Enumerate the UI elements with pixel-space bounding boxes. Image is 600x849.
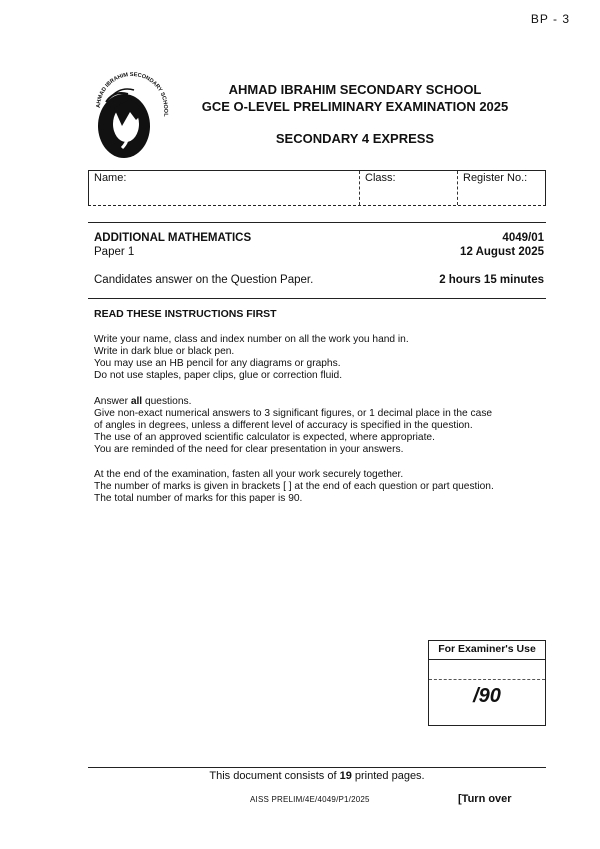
paper-number: Paper 1 <box>94 246 135 258</box>
crest-arc-text: AHMAD IBRAHIM SECONDARY SCHOOL <box>95 71 169 117</box>
instruction-line: Write your name, class and index number on all the work you hand in. <box>94 334 409 345</box>
candidates-note: Candidates answer on the Question Paper. <box>94 274 314 286</box>
corner-label: BP - 3 <box>530 12 570 26</box>
pages-count: 19 <box>339 770 352 782</box>
turn-over-label: [Turn over <box>458 793 512 805</box>
instruction-line: You are reminded of the need for clear presentation in your answers. <box>94 444 404 455</box>
register-label: Register No.: <box>463 172 528 184</box>
instruction-line: The number of marks is given in brackets [ ] at the end of each question or part question. <box>94 481 494 492</box>
answer-all-prefix: Answer <box>94 396 131 407</box>
exam-name: GCE O-LEVEL PRELIMINARY EXAMINATION 2025 <box>201 99 509 114</box>
instructions-block-1 <box>94 334 544 382</box>
answer-all-line <box>94 396 544 408</box>
answer-all-bold: all <box>130 396 143 407</box>
instructions-heading: READ THESE INSTRUCTIONS FIRST <box>94 308 277 320</box>
instructions-block-3 <box>94 469 544 505</box>
divider-top <box>88 222 546 223</box>
exam-duration: 2 hours 15 minutes <box>439 274 544 286</box>
instruction-line: The use of an approved scientific calculator is expected, where appropriate. <box>94 432 435 443</box>
instruction-line: Give non-exact numerical answers to 3 significant figures, or 1 decimal place in the case <box>94 408 493 419</box>
page-count-note <box>88 770 546 782</box>
name-label: Name: <box>94 172 127 184</box>
divider-mid <box>88 298 546 299</box>
divider-footer <box>88 767 546 768</box>
examiner-use-heading: For Examiner's Use <box>429 641 545 660</box>
class-label: Class: <box>365 172 396 184</box>
level-title: SECONDARY 4 EXPRESS <box>275 131 435 146</box>
pages-prefix: This document consists of <box>209 770 340 782</box>
register-field[interactable] <box>457 171 545 205</box>
total-marks: /90 <box>473 685 501 707</box>
candidate-details-box <box>88 170 546 206</box>
examiner-use-box <box>428 640 546 726</box>
instruction-line: Do not use staples, paper clips, glue or correction fluid. <box>94 370 343 381</box>
instruction-line: of angles in degrees, unless a different level of accuracy is specified in the question. <box>94 420 473 431</box>
name-field[interactable] <box>89 171 359 205</box>
instruction-line: At the end of the examination, fasten all your work securely together. <box>94 469 404 480</box>
subject-title: ADDITIONAL MATHEMATICS <box>94 232 252 244</box>
school-name: AHMAD IBRAHIM SECONDARY SCHOOL <box>228 82 482 97</box>
school-crest-logo <box>92 68 172 164</box>
pages-suffix: printed pages. <box>351 770 425 782</box>
document-code: AISS PRELIM/4E/4049/P1/2025 <box>250 795 370 804</box>
examiner-dash-line <box>429 679 545 680</box>
instruction-line: You may use an HB pencil for any diagrams or graphs. <box>94 358 341 369</box>
answer-all-suffix: questions. <box>142 396 192 407</box>
exam-date: 12 August 2025 <box>460 246 544 258</box>
class-field[interactable] <box>359 171 457 205</box>
instruction-line: The total number of marks for this paper is 90. <box>94 493 303 504</box>
paper-code: 4049/01 <box>502 232 544 244</box>
instruction-line: Write in dark blue or black pen. <box>94 346 235 357</box>
instructions-block-2 <box>94 396 544 456</box>
